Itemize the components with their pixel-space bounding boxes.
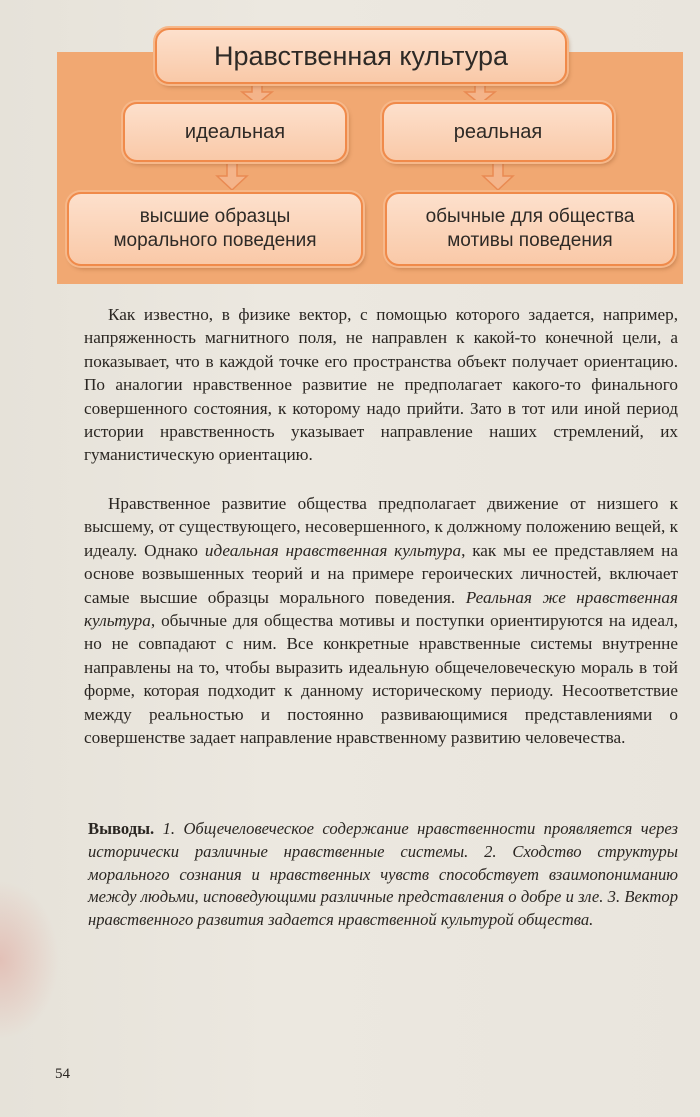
conclusions-block — [88, 818, 678, 932]
diagram-usual-line1: обычные для общества — [425, 206, 635, 228]
diagram-usual-line2: мотивы поведения — [447, 230, 613, 251]
moral-culture-diagram — [57, 40, 683, 284]
page-number: 54 — [55, 1066, 70, 1082]
diagram-root-node — [155, 28, 567, 84]
term-real-culture: Реальная же нравственная культура — [84, 587, 678, 631]
paragraph-vector-analogy: Как известно, в физике вектор, с помощью которого задается, например, напряженность магнитного поля, не направлен к какой-то конечной цели, а показывает, что в каждой точке его пространства объект получает ориентацию. По аналогии нравственное развитие не предполагает какого-то финального совершенного состояния, к которому надо прийти. Зато в тот или иной период истории нравственность указывает направление наших стремлений, их гуманистическую ориентацию. — [84, 305, 678, 465]
page-stain — [0, 880, 60, 1040]
diagram-ideal-node — [123, 102, 347, 162]
diagram-real-label: реальная — [453, 120, 543, 143]
conclusions-text: 1. Общечеловеческое содержание нравственности проявляется через исторически различные нравственные системы. 2. Сходство структуры морального сознания и нравственных чувств способствует взаимопониманию между людьми, исповедующими различные представления о добре и зле. 3. Вектор нравственного развития задается нравственной культурой общества. — [88, 819, 678, 930]
paragraph-moral-development — [84, 492, 678, 749]
paragraph2-part3: , обычные для общества мотивы и поступки ориентируются на идеал, но не совпадают с ним. Все конкретные нравственные системы внутренне направлены на то, чтобы выразить идеальную общечеловеческую мораль в той форме, которая подходит к данному историческому периоду. Несоответствие между реальностью и постоянно развивающимися представлениями о совершенстве задает направление нравственному развитию человечества. — [84, 611, 678, 748]
term-ideal-culture: идеальная нравственная культура — [204, 540, 462, 560]
diagram-ideal-label: идеальная — [184, 120, 286, 143]
diagram-high-line1: высшие образцы — [139, 206, 291, 228]
paragraph2-part2: , как мы ее представляем на основе возвышенных теорий и на примере героических личностей, включает самые высшие образцы морального поведения. — [84, 540, 678, 607]
diagram-root-label: Нравственная культура — [213, 40, 509, 71]
paragraph2-part1: Нравственное развитие общества предполагает движение от низшего к высшему, от существующего, несовершенного, к должному положению вещей, к идеалу. Однако — [84, 494, 678, 560]
conclusions-heading: Выводы. — [88, 819, 155, 838]
diagram-real-node — [382, 102, 614, 162]
diagram-high-line2: морального поведения — [113, 230, 317, 251]
diagram-usual-node — [385, 192, 675, 266]
diagram-high-node — [67, 192, 363, 266]
